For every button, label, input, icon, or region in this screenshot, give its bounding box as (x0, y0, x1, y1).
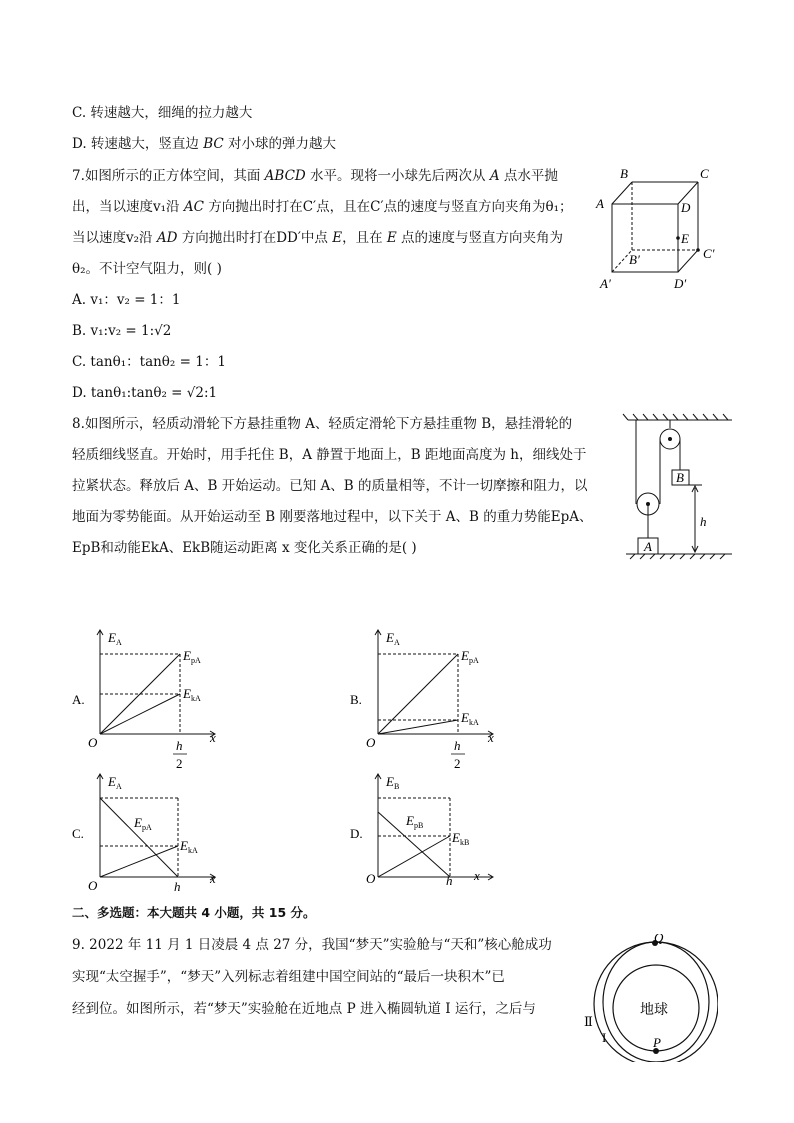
svg-text:x: x (210, 871, 216, 886)
svg-text:kA: kA (188, 846, 198, 855)
svg-text:kA: kA (469, 718, 479, 727)
svg-text:B: B (394, 782, 400, 791)
orbit-label-p: P (653, 1035, 661, 1050)
svg-text:2: 2 (454, 756, 461, 771)
svg-text:x: x (474, 868, 480, 883)
pulley-figure (622, 412, 742, 564)
q8-stem-line3: 拉紧状态。释放后 A、B 开始运动。已知 A、B 的质量相等，不计一切摩擦和阻力，以 (72, 478, 588, 494)
q7-option-c: C. tanθ₁：tanθ₂ = 1：1 (72, 354, 226, 370)
graph-option-b (348, 626, 508, 778)
orbit-label-ii: Ⅱ (584, 1014, 593, 1029)
cube-label-b: B (620, 166, 628, 181)
svg-text:2: 2 (176, 756, 183, 771)
orbit-label-i: I (602, 1030, 607, 1045)
q9-stem-line2: 实现“太空握手”，“梦天”入列标志着组建中国空间站的“最后一块积木”已 (72, 969, 505, 985)
svg-text:A: A (116, 782, 122, 791)
svg-text:pA: pA (469, 656, 479, 665)
cube-label-a: A (596, 196, 604, 211)
svg-text:E: E (134, 815, 142, 830)
q7-option-d: D. tanθ₁:tanθ₂ = √2:1 (72, 385, 218, 401)
svg-text:E: E (108, 630, 116, 645)
svg-text:kB: kB (460, 838, 470, 847)
q7-stem-line2: 出，当以速度v₁沿 AC 方向抛出时打在C′点，且在C′点的速度与竖直方向夹角为θ₁； (72, 199, 573, 215)
graph-b-option-label: B. (350, 692, 362, 707)
svg-text:kA: kA (191, 694, 201, 703)
svg-text:E: E (183, 686, 191, 701)
svg-text:h: h (176, 738, 183, 753)
svg-text:pB: pB (414, 821, 424, 830)
q7-option-a: A. v₁：v₂ = 1：1 (72, 292, 181, 308)
q6-option-c: C. 转速越大，细绳的拉力越大 (72, 105, 253, 121)
svg-text:E: E (461, 648, 469, 663)
q8-stem-line5: EpB和动能EkA、EkB随运动距离 x 变化关系正确的是( ) (72, 540, 417, 556)
orbit-figure (578, 934, 718, 1062)
svg-text:x: x (210, 730, 216, 745)
pulley-label-h: h (700, 514, 707, 529)
svg-text:E: E (183, 648, 191, 663)
graph-d-option-label: D. (350, 826, 363, 841)
q8-stem-line4: 地面为零势能面。从开始运动至 B 刚要落地过程中，以下关于 A、B 的重力势能EpA、 (72, 509, 593, 525)
q7-stem-line3: 当以速度v₂沿 AD 方向抛出时打在DD′中点 E，且在 E 点的速度与竖直方向夹角为 (72, 230, 564, 246)
cube-label-d: D (681, 200, 691, 215)
svg-text:x: x (488, 730, 494, 745)
graph-option-c (70, 770, 230, 895)
svg-text:O: O (88, 735, 98, 750)
orbit-label-q: Q (654, 934, 664, 945)
q7-stem-line1: 7.如图所示的正方体空间，其面 ABCD 水平。现将一小球先后两次从 A 点水平抛 (72, 168, 558, 184)
q6-option-d: D. 转速越大，竖直边 BC 对小球的弹力越大 (72, 136, 337, 152)
graph-a-option-label: A. (72, 692, 85, 707)
q8-stem-line1: 8.如图所示，轻质动滑轮下方悬挂重物 A、轻质定滑轮下方悬挂重物 B，悬挂滑轮的 (72, 416, 573, 432)
svg-text:E: E (180, 838, 188, 853)
svg-text:E: E (386, 774, 394, 789)
svg-text:E: E (386, 630, 394, 645)
cube-label-e: E (681, 231, 689, 246)
cube-label-b-prime: B′ (629, 252, 640, 267)
graph-option-a (70, 626, 230, 778)
svg-text:h: h (446, 873, 453, 888)
pulley-label-a: A (644, 539, 652, 554)
svg-text:pA: pA (142, 823, 152, 832)
svg-text:pA: pA (191, 656, 201, 665)
section-heading-multiple-choice: 二、多选题：本大题共 4 小题，共 15 分。 (72, 905, 316, 920)
svg-text:E: E (452, 830, 460, 845)
q7-option-b: B. v₁:v₂ = 1:√2 (72, 323, 172, 339)
svg-text:h: h (454, 738, 461, 753)
svg-text:O: O (88, 878, 98, 893)
svg-text:A: A (394, 638, 400, 647)
svg-text:h: h (174, 879, 181, 894)
q9-stem-line1: 9. 2022 年 11 月 1 日凌晨 4 点 27 分，我国“梦天”实验舱与“天和”核心舱成功 (72, 937, 552, 953)
q9-stem-line3: 经到位。如图所示，若“梦天”实验舱在近地点 P 进入椭圆轨道 I 运行，之后与 (72, 1001, 536, 1017)
cube-label-c-prime: C′ (703, 246, 715, 261)
cube-label-c: C (700, 166, 709, 181)
svg-text:O: O (366, 735, 376, 750)
svg-text:O: O (366, 871, 376, 886)
cube-label-d-prime: D′ (674, 276, 687, 291)
graph-c-option-label: C. (72, 826, 84, 841)
svg-text:E: E (406, 813, 414, 828)
pulley-label-b: B (676, 470, 684, 485)
cube-figure (592, 166, 727, 296)
q7-stem-line4: θ₂。不计空气阻力，则( ) (72, 261, 222, 277)
svg-text:E: E (461, 710, 469, 725)
cube-label-a-prime: A′ (600, 276, 611, 291)
orbit-label-earth: 地球 (640, 1003, 668, 1018)
graph-option-d (348, 770, 508, 895)
q8-stem-line2: 轻质细线竖直。开始时，用手托住 B，A 静置于地面上，B 距地面高度为 h，细线处于 (72, 447, 587, 463)
svg-text:E: E (108, 774, 116, 789)
svg-text:A: A (116, 638, 122, 647)
